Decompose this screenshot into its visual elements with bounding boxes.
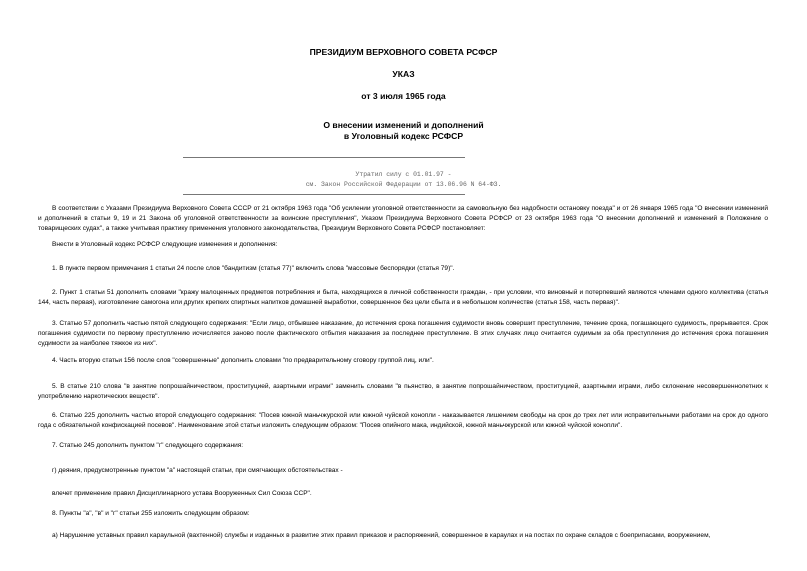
item-7g-paragraph: г) деяния, предусмотренные пунктом "а" настоящей статьи, при смягчающих обстоятельствах - (52, 467, 343, 474)
item-4-paragraph: 4. Часть вторую статьи 156 после слов "совершенные" дополнить словами "по предварительному сговору группой лиц, или". (52, 357, 434, 364)
item-6-paragraph: 6. Статью 225 дополнить частью второй следующего содержания: "Посев южной маньчжурской или южной чуйской конопли - наказывается лишением свободы на срок до трех лет или исправительными работами на срок до одного года с обязательной конфискацией посевов". Наименование этой статьи изложить следующим образом: "Посев опийного мака, индийской, южной маньчжурской или южной чуйской конопли". (38, 412, 768, 429)
preamble-paragraph: В соответствии с Указами Президиума Верховного Совета СССР от 21 октября 1963 года "Об усилении уголовной ответственности за самовольную без надобности остановку поезда" и от 26 января 1965 года "О внесении изменений и дополнений в статьи 9, 19 и 21 Закона об уголовной ответственности за воинские преступления", Указом Президиума Верховного Совета РСФСР от 23 октября 1963 года "О внесении дополнений и изменений в Положение о товарищеских судах", а также учитывая практику применения уголовного законодательства, Президиум Верховного Совета РСФСР постановляет: (38, 205, 768, 232)
item-3-paragraph: 3. Статью 57 дополнить частью пятой следующего содержания: "Если лицо, отбывшее наказание, до истечения срока погашения судимости вновь совершит преступление, течение срока, погашающего судимость, прерывается. Срок погашения судимости по первому преступлению исчисляется заново после фактического отбытия наказания за последнее преступление. В этих случаях лицо считается судимым за оба преступления до истечения срока погашения судимости за наиболее тяжкое из них". (38, 320, 768, 347)
item-7g-continuation-paragraph: влечет применение правил Дисциплинарного устава Вооруженных Сил Союза ССР". (52, 490, 312, 497)
document-title-line-2: в Уголовный кодекс РСФСР (343, 131, 464, 141)
intro-paragraph: Внести в Уголовный кодекс РСФСР следующие изменения и дополнения: (52, 241, 278, 248)
item-8-paragraph: 8. Пункты "а", "в" и "г" статьи 255 изложить следующим образом: (52, 510, 250, 517)
document-type-heading: УКАЗ (392, 69, 415, 79)
item-7-paragraph: 7. Статью 245 дополнить пунктом "г" следующего содержания: (52, 442, 244, 449)
document-date: от 3 июля 1965 года (361, 91, 446, 101)
issuer-heading: ПРЕЗИДИУМ ВЕРХОВНОГО СОВЕТА РСФСР (309, 47, 498, 57)
item-1-paragraph: 1. В пункте первом примечания 1 статьи 24 после слов "бандитизм (статья 77)" включить слова "массовые беспорядки (статья 79)". (52, 265, 455, 272)
item-2-paragraph: 2. Пункт 1 статьи 51 дополнить словами "кражу малоценных предметов потребления и быта, находящихся в личной собственности граждан, - при условии, что виновный и потерпевший являются членами одного коллектива (статья 144, часть первая), изготовление самогона или других крепких спиртных напитков домашней выработки, совершенное без цели сбыта и в небольшом количестве (статья 158, часть первая)". (38, 289, 768, 306)
status-note-top-divider (183, 157, 465, 158)
item-8a-paragraph: а) Нарушение уставных правил караульной (вахтенной) службы и изданных в развитие этих правил приказов и распоряжений, совершенное в караулах и на постах по охране складов с боеприпасами, вооружением, (52, 532, 711, 539)
status-note-bottom-divider (183, 194, 465, 195)
item-5-paragraph: 5. В статье 210 слова "в занятие попрошайничеством, проституцией, азартными играми" заменить словами "в пьянство, в занятие попрошайничеством, проституцией, азартными играми, либо склонение несовершеннолетних к употреблению наркотических веществ". (38, 383, 768, 400)
status-note-line-2: см. Закон Российской Федерации от 13.06.96 N 64-ФЗ. (305, 181, 502, 188)
document-title-line-1: О внесении изменений и дополнений (323, 120, 484, 130)
status-note-line-1: Утратил силу с 01.01.97 - (355, 171, 452, 178)
